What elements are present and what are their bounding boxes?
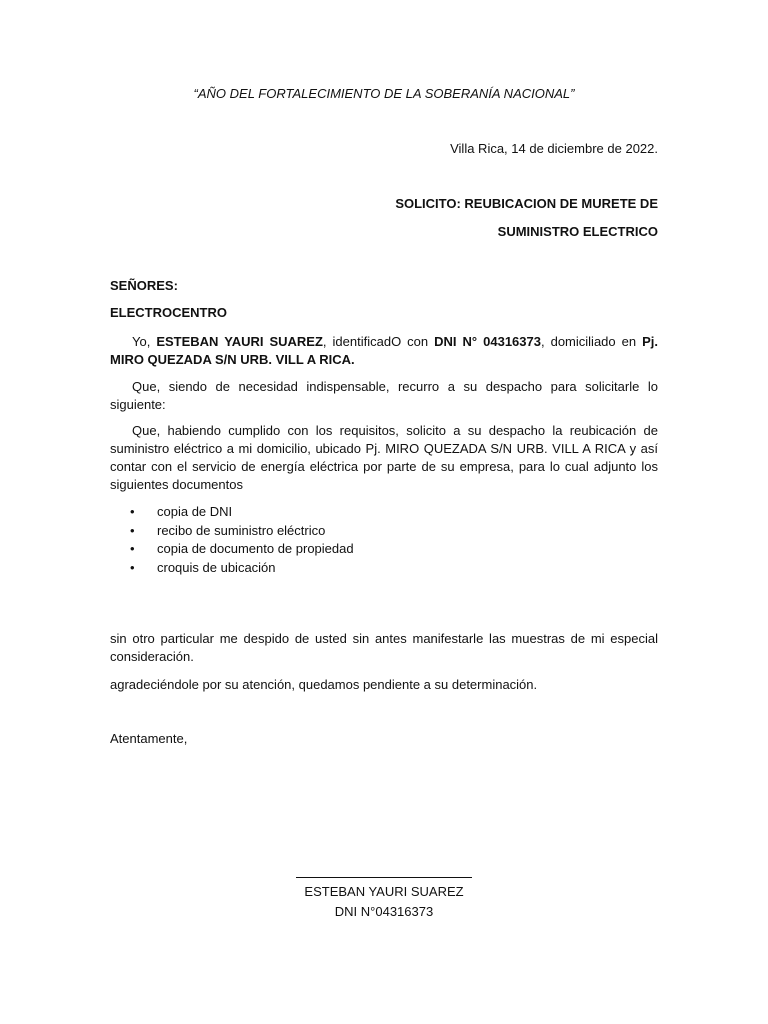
addressee-salutation: SEÑORES: [110, 278, 178, 293]
bullet-icon: • [130, 541, 135, 556]
applicant-dni: DNI N° 04316373 [434, 334, 541, 349]
closing-phrase: Atentamente, [110, 731, 188, 746]
list-item [110, 540, 658, 559]
document-label: recibo de suministro eléctrico [157, 522, 326, 538]
applicant-name: ESTEBAN YAURI SUAREZ [156, 334, 323, 349]
request-paragraph [110, 422, 658, 494]
intro-text-1: Yo, [132, 334, 157, 349]
documents-list [110, 503, 658, 577]
intro-text-3: , domiciliado en [540, 334, 643, 349]
signature-line [296, 877, 472, 878]
farewell-paragraph: sin otro particular me despido de usted sin antes manifestarle las muestras de mi especial consideración. [110, 631, 658, 664]
thanks-paragraph: agradeciéndole por su atención, quedamos pendiente a su determinación. [110, 677, 538, 692]
signature-dni: DNI N°04316373 [334, 904, 434, 919]
request-text: Que, habiendo cumplido con los requisitos, solicito a su despacho la reubicación de suministro eléctrico a mi domicilio, ubicado Pj. MIRO QUEZADA S/N URB. VILL A RICA y así contar con el servicio de energía eléctrica por parte de su empresa, para lo cual adjunto los siguientes documentos [110, 423, 658, 492]
addressee-company: ELECTROCENTRO [110, 305, 227, 320]
year-motto: “AÑO DEL FORTALECIMIENTO DE LA SOBERANÍA NACIONAL” [193, 86, 575, 101]
intro-text-2: , identificadO con [322, 334, 435, 349]
date-line: Villa Rica, 14 de diciembre de 2022. [450, 141, 658, 156]
list-item [110, 522, 658, 541]
subject-line-2: SUMINISTRO ELECTRICO [497, 224, 658, 239]
signature-name: ESTEBAN YAURI SUAREZ [304, 884, 464, 899]
document-label: copia de DNI [157, 504, 233, 519]
subject-line-1: SOLICITO: REUBICACION DE MURETE DE [395, 196, 658, 211]
document-label: copia de documento de propiedad [157, 541, 354, 556]
document-label: croquis de ubicación [157, 559, 276, 575]
intro-paragraph [110, 333, 658, 369]
list-item [110, 559, 658, 578]
necessity-paragraph [110, 378, 658, 414]
bullet-icon: • [130, 522, 135, 538]
bullet-icon: • [130, 504, 135, 519]
necessity-text: Que, siendo de necesidad indispensable, recurro a su despacho para solicitarle lo siguiente: [110, 379, 658, 412]
list-item [110, 503, 658, 522]
applicant-address: Pj. MIRO QUEZADA S/N URB. VILL A RICA. [110, 334, 658, 367]
bullet-icon: • [130, 559, 135, 575]
